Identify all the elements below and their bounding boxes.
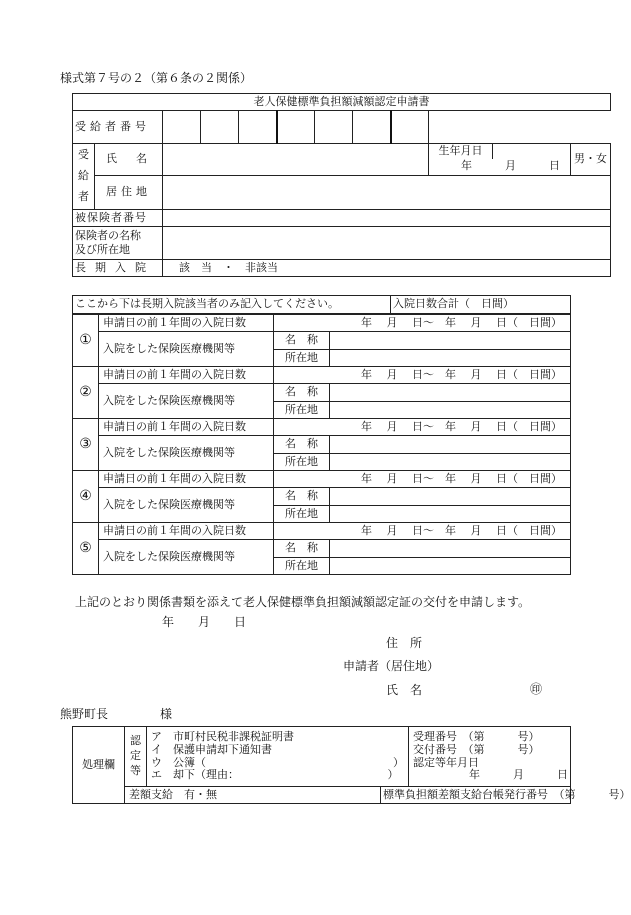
difference-payment: 差額支給 有・無 (125, 787, 381, 804)
name-field[interactable] (163, 144, 429, 176)
cert-date-label: 認定等年月日 (413, 755, 480, 769)
certification-items (147, 727, 409, 787)
name-label: 氏 名 (95, 144, 163, 176)
insured-number-label: 被保険者番号 (73, 210, 163, 227)
entry-number: ② (73, 367, 99, 419)
cert-item: エ 却下（理由： ） (151, 768, 399, 782)
recipient-number-digit[interactable] (277, 111, 315, 144)
receipt-info (409, 727, 571, 787)
institution-name-label: 名 称 (274, 332, 330, 350)
cert-item: ウ 公簿（ ） (151, 755, 404, 769)
processing-label: 処理欄 (73, 727, 125, 804)
days-field[interactable]: 年 月 日～ 年 月 日（ 日間） (274, 419, 571, 436)
institution-location-field[interactable] (330, 454, 571, 471)
gender-select[interactable]: 男・女 (571, 144, 611, 176)
applicant-caption: 申請者（居住地） (343, 659, 440, 673)
institution-label: 入院をした保険医療機関等 (99, 488, 274, 523)
recipient-number-digit[interactable] (239, 111, 277, 144)
insured-number-field[interactable] (163, 210, 611, 227)
address-label: 居住地 (95, 176, 163, 210)
certification-label: 認 定 等 (125, 727, 147, 787)
days-label: 申請日の前１年間の入院日数 (99, 419, 274, 436)
institution-location-field[interactable] (330, 350, 571, 367)
birthdate-field[interactable]: 年 月 日 (429, 159, 571, 176)
application-date[interactable]: 年 月 日 (162, 615, 247, 629)
institution-name-field[interactable] (330, 540, 571, 558)
mayor-label: 熊野町長 (60, 707, 109, 721)
institution-label: 入院をした保険医療機関等 (99, 384, 274, 419)
recipient-number-digit[interactable] (391, 111, 429, 144)
institution-name-label: 名 称 (274, 384, 330, 402)
institution-location-label: 所在地 (274, 402, 330, 419)
seal-icon: ㊞ (530, 682, 543, 696)
institution-name-field[interactable] (330, 436, 571, 454)
declaration: 上記のとおり関係書類を添えて老人保健標準負担額減額認定証の交付を申請します。 (75, 595, 531, 609)
days-field[interactable]: 年 月 日～ 年 月 日（ 日間） (274, 471, 571, 488)
hospitalization-section (72, 295, 570, 575)
institution-location-field[interactable] (330, 402, 571, 419)
institution-label: 入院をした保険医療機関等 (99, 540, 274, 575)
cert-date: 年 月 日 (469, 768, 569, 782)
recipient-number-digit[interactable] (163, 111, 201, 144)
institution-name-label: 名 称 (274, 436, 330, 454)
institution-label: 入院をした保険医療機関等 (99, 436, 274, 471)
institution-location-label: 所在地 (274, 506, 330, 523)
form-title: 老人保健標準負担額減額認定申請書 (73, 94, 611, 111)
mayor-honorific: 様 (160, 707, 173, 721)
institution-label: 入院をした保険医療機関等 (99, 332, 274, 367)
insurer-field[interactable] (163, 227, 611, 260)
entry-number: ③ (73, 419, 99, 471)
days-field[interactable]: 年 月 日～ 年 月 日（ 日間） (274, 523, 571, 540)
cert-item: ア 市町村民税非課税証明書 (151, 730, 294, 744)
days-label: 申請日の前１年間の入院日数 (99, 367, 274, 384)
institution-name-label: 名 称 (274, 488, 330, 506)
recipient-number-digit[interactable] (315, 111, 353, 144)
entry-number: ① (73, 315, 99, 367)
issue-number: 交付番号 （第 号） (413, 742, 540, 756)
address-field[interactable] (163, 176, 611, 210)
insurer-label: 保険者の名称 及び所在地 (73, 227, 163, 260)
name-caption: 氏 名 (386, 683, 423, 697)
institution-location-field[interactable] (330, 506, 571, 523)
section-note: ここから下は長期入院該当者のみ記入してください。 (73, 296, 391, 314)
recipient-number-digit[interactable] (201, 111, 239, 144)
recipient-number-digit[interactable] (353, 111, 391, 144)
hospitalization-table (72, 314, 571, 575)
long-stay-select[interactable]: 該 当 ・ 非該当 (163, 260, 611, 277)
applicant-table (72, 93, 611, 277)
birthdate-label: 生年月日 (429, 144, 493, 159)
entry-number: ⑤ (73, 523, 99, 575)
entry-number: ④ (73, 471, 99, 523)
institution-location-label: 所在地 (274, 350, 330, 367)
institution-name-field[interactable] (330, 384, 571, 402)
days-field[interactable]: 年 月 日～ 年 月 日（ 日間） (274, 367, 571, 384)
form-number: 様式第７号の２（第６条の２関係） (60, 71, 253, 85)
days-field[interactable]: 年 月 日～ 年 月 日（ 日間） (274, 315, 571, 332)
institution-name-field[interactable] (330, 488, 571, 506)
institution-location-label: 所在地 (274, 454, 330, 471)
receipt-number: 受理番号 （第 号） (413, 730, 540, 744)
institution-name-label: 名 称 (274, 540, 330, 558)
cert-item: イ 保護申請却下通知書 (151, 742, 272, 756)
days-label: 申請日の前１年間の入院日数 (99, 523, 274, 540)
institution-name-field[interactable] (330, 332, 571, 350)
institution-location-field[interactable] (330, 558, 571, 575)
address-caption: 住 所 (386, 636, 423, 650)
ledger-number: 標準負担額差額支給台帳発行番号 （第 号） (381, 787, 571, 804)
days-label: 申請日の前１年間の入院日数 (99, 315, 274, 332)
recipient-side-label: 受 給 者 (73, 144, 95, 210)
total-days[interactable]: 入院日数合計（ 日間） (391, 296, 571, 314)
long-stay-label: 長期入院 (73, 260, 163, 277)
institution-location-label: 所在地 (274, 558, 330, 575)
processing-table (72, 726, 631, 804)
recipient-number-label: 受給者番号 (73, 111, 163, 144)
days-label: 申請日の前１年間の入院日数 (99, 471, 274, 488)
